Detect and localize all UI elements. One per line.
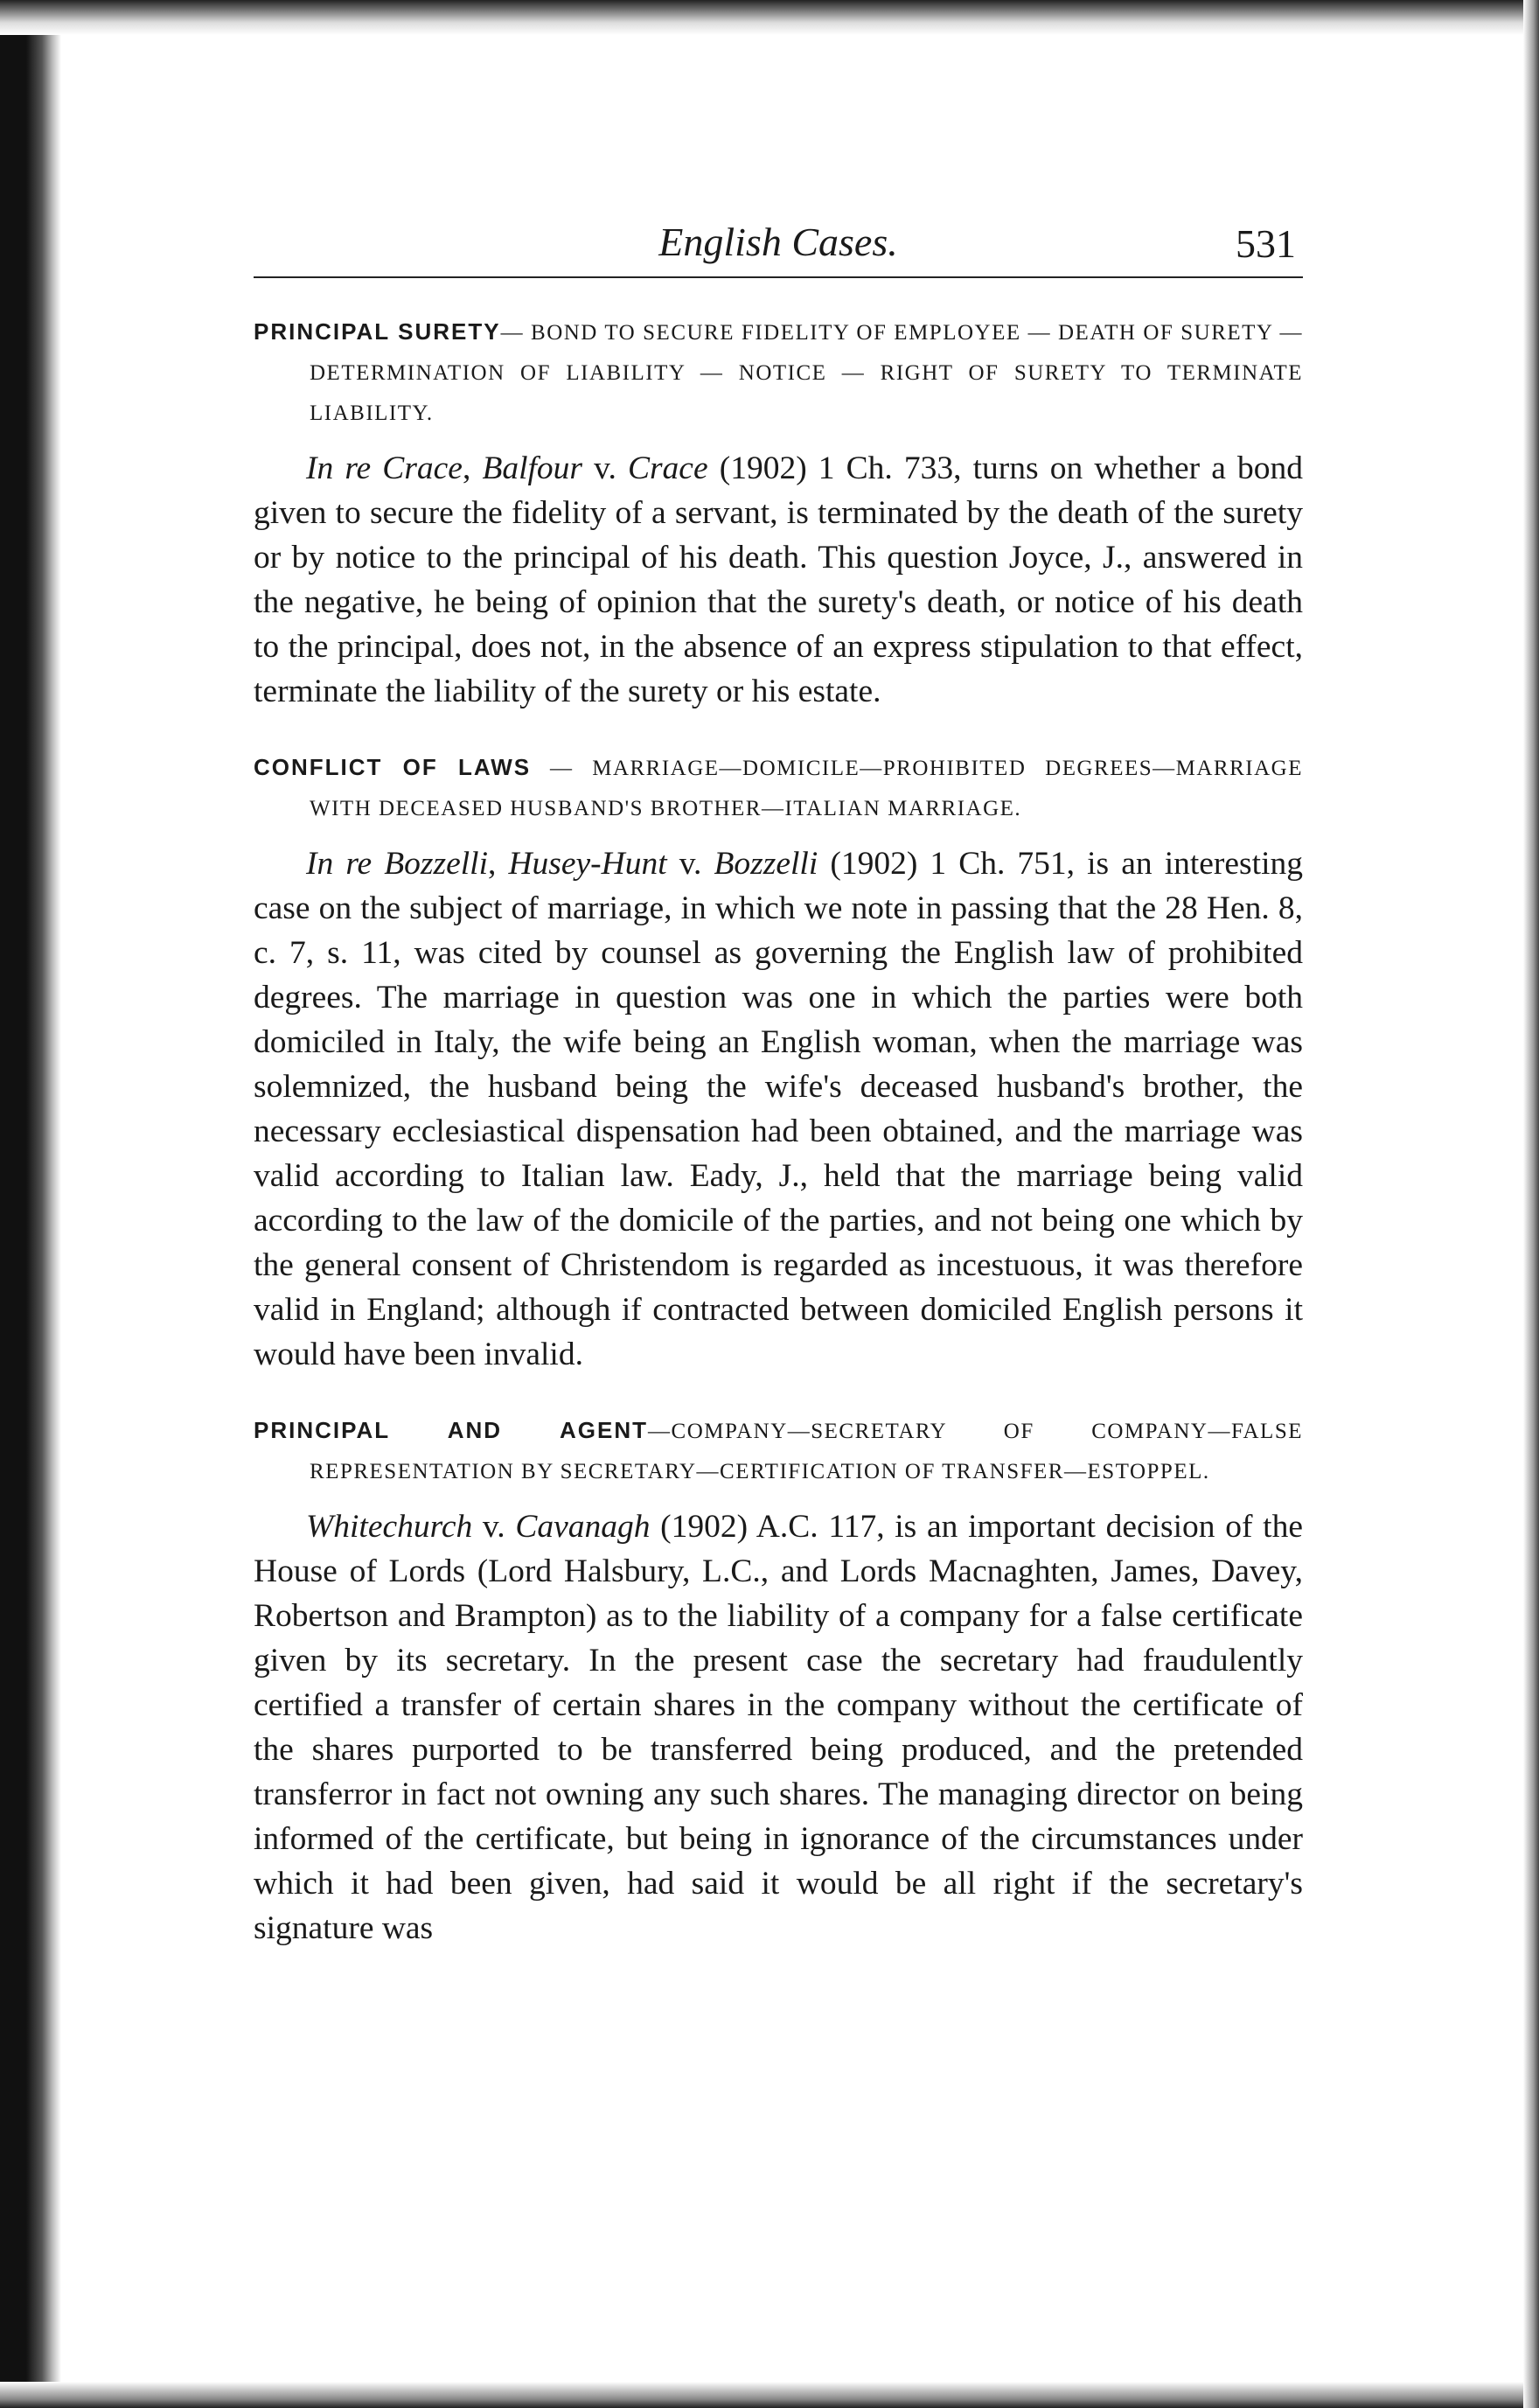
case-paragraph — [254, 841, 1303, 1377]
case-body-text: (1902) 1 Ch. 751, is an interesting case on the subject of marriage, in which we note in passing that the 28 Hen. 8, c. 7, s. 11, was cited by counsel as governing the English law of prohibited degrees. The marriage in question was one in which the parties were both domiciled in Italy, the wife being an English woman, when the marriage was solemnized, the husband being the wife's deceased husband's brother, the necessary ecclesiastical dispensation had been obtained, and the marriage was valid according to Italian law. Eady, J., held that the marriage being valid according to the law of the domicile of the parties, and not being one which by the general consent of Christendom is regarded as incestuous, it was therefore valid in England; although if contracted between domiciled English persons it would have been invalid. — [254, 846, 1303, 1372]
citation-separator: , — [487, 846, 509, 882]
running-title: English Cases. — [658, 220, 898, 264]
headnote-subject: — MARRIAGE—DOMICILE—PROHIBITED DEGREES—MARRIAGE WITH DECEASED HUSBAND'S BROTHER—ITALIAN MARRIAGE. — [310, 757, 1303, 820]
scan-shadow-left — [0, 0, 61, 2408]
running-head — [254, 206, 1303, 278]
case-paragraph — [254, 1504, 1303, 1951]
case-body-text: (1902) A.C. 117, is an important decision of the House of Lords (Lord Halsbury, L.C., and Lords Macnaghten, James, Davey, Robertson and Brampton) as to the liability of a company for a false certificate given by its secretary. In the present case the secretary had fraudulently certified a transfer of certain shares in the company without the certificate of the shares purported to be transferred being produced, and the pretended transferror in fact not owning any such shares. The managing director on being informed of the certificate, but being in ignorance of the circumstances under which it had been given, had said it would be all right if the secretary's signature was — [254, 1509, 1303, 1946]
case-section — [254, 311, 1303, 714]
case-headnote — [254, 1410, 1303, 1492]
case-section — [254, 747, 1303, 1377]
headnote-keyword: CONFLICT OF LAWS — [254, 754, 532, 780]
case-citation: Cavanagh — [515, 1509, 651, 1545]
case-section — [254, 1410, 1303, 1951]
citation-separator: v. — [582, 450, 628, 486]
scan-shadow-right — [1523, 0, 1539, 2408]
scan-shadow-bottom — [0, 2382, 1539, 2408]
headnote-subject: —COMPANY—SECRETARY OF COMPANY—FALSE REPRESENTATION BY SECRETARY—CERTIFICATION OF TRANSFER—ESTOPPEL. — [310, 1420, 1303, 1483]
headnote-subject: — BOND TO SECURE FIDELITY OF EMPLOYEE — DEATH OF SURETY — DETERMINATION OF LIABILITY — NOTICE — RIGHT OF SURETY TO TERMINATE LIABILITY. — [310, 321, 1303, 425]
headnote-keyword: PRINCIPAL SURETY — [254, 318, 501, 345]
citation-separator: v. — [666, 846, 714, 882]
headnote-keyword: PRINCIPAL AND AGENT — [254, 1417, 649, 1443]
case-citation: Whitechurch — [306, 1509, 473, 1545]
case-headnote — [254, 311, 1303, 434]
case-citation: Husey-Hunt — [508, 846, 667, 882]
scan-shadow-top — [0, 0, 1539, 35]
case-citation: In re Bozzelli — [306, 846, 488, 882]
case-body-text: (1902) 1 Ch. 733, turns on whether a bond given to secure the fidelity of a servant, is terminated by the death of the surety or by notice to the principal of his death. This question Joyce, J., answered in the negative, he being of opinion that the surety's death, or notice of his death to the principal, does not, in the absence of an express stipulation to that effect, terminate the liability of the surety or his estate. — [254, 450, 1303, 709]
case-citation: Bozzelli — [714, 846, 818, 882]
page-number: 531 — [1236, 221, 1296, 266]
case-headnote — [254, 747, 1303, 829]
case-paragraph — [254, 446, 1303, 714]
citation-separator: v. — [472, 1509, 516, 1545]
case-citation: Crace — [627, 450, 708, 486]
citation-separator: , — [462, 450, 483, 486]
book-page — [254, 206, 1303, 1951]
case-citation: In re Crace — [306, 450, 463, 486]
case-citation: Balfour — [482, 450, 583, 486]
